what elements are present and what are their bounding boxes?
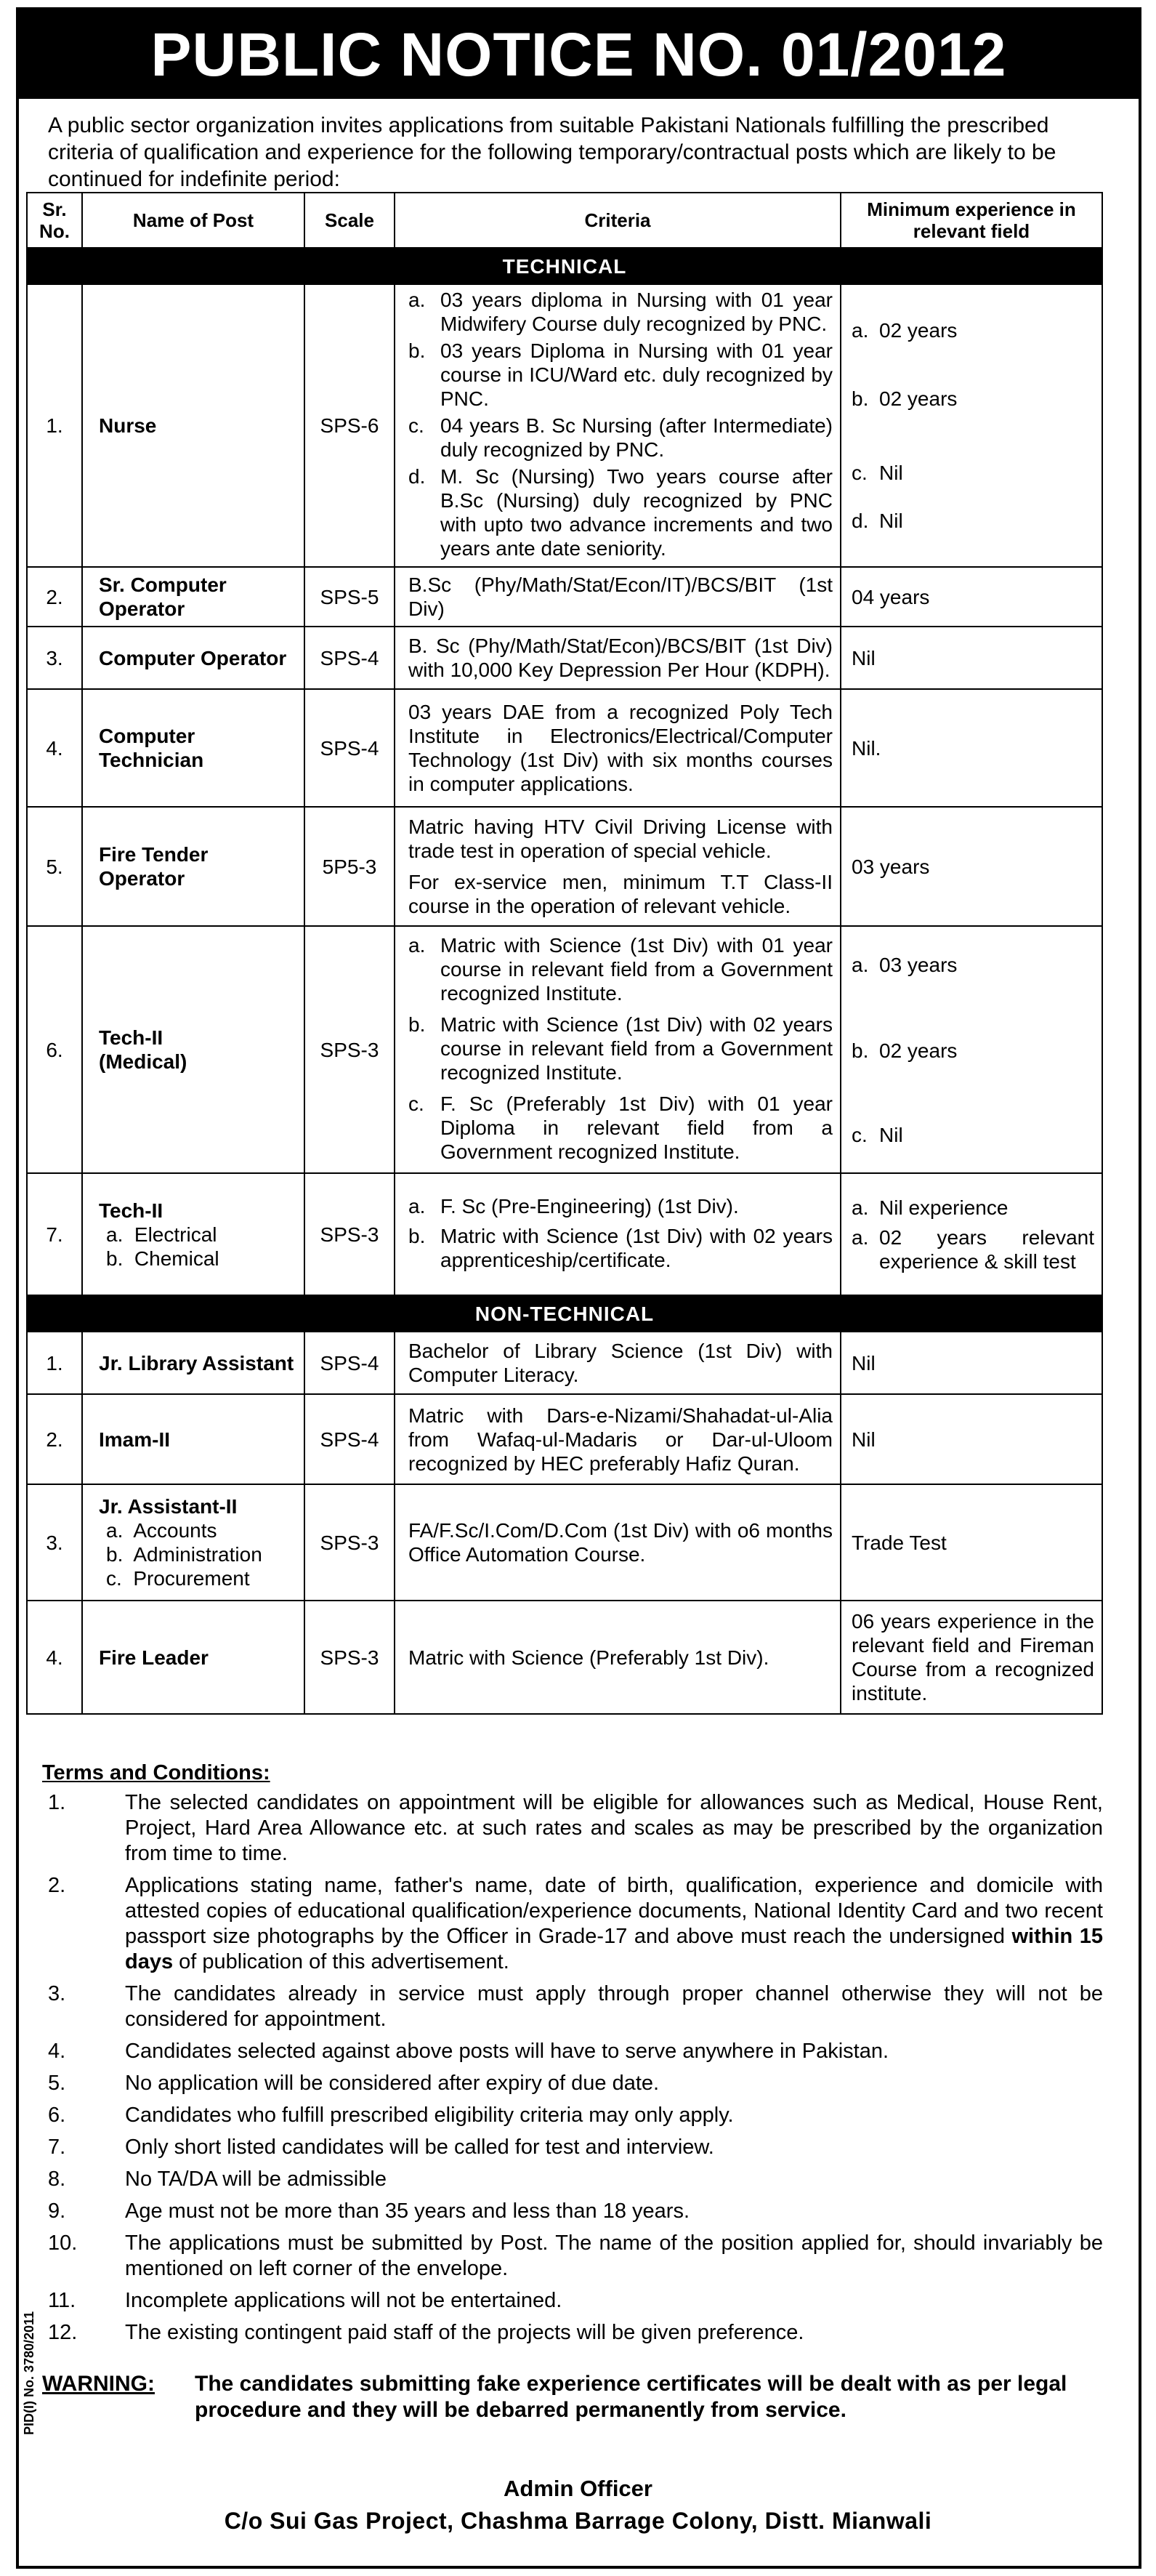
- list-item: 11. Incomplete applications will not be entertained.: [48, 2289, 562, 2312]
- row-criteria: [395, 1173, 841, 1295]
- row-sr: 7.: [27, 1173, 82, 1295]
- experience-item: a. 02 years relevant experience & skill test: [852, 1225, 1094, 1273]
- section-title: TECHNICAL: [27, 248, 1102, 284]
- row-post-name: Imam-II: [82, 1394, 304, 1484]
- row-scale: 5P5-3: [304, 807, 395, 926]
- row-criteria: Matric with Science (Preferably 1st Div).: [395, 1601, 841, 1714]
- criteria-item: a. F. Sc (Pre-Engineering) (1st Div).: [408, 1194, 739, 1217]
- row-sr: 4.: [27, 689, 82, 807]
- row-sr: 3.: [27, 1484, 82, 1601]
- table-row: [27, 1394, 1102, 1484]
- row-scale: SPS-6: [304, 284, 395, 567]
- notice-title: PUBLIC NOTICE NO. 01/2012: [19, 10, 1139, 99]
- list-item: 2. Applications stating name, father's name, date of birth, qualification, experience and domicile with attested copies of educational qualification/experience documents, National Identity Card and two recent passport size photographs by the Officer in Grade-17 and above must reach the undersigned within 15 days of publication of this advertisement.: [48, 1874, 1104, 1973]
- row-criteria: FA/F.Sc/I.Com/D.Com (1st Div) with o6 months Office Automation Course.: [395, 1484, 841, 1601]
- row-experience: Trade Test: [841, 1484, 1102, 1601]
- row-sr: 1.: [27, 284, 82, 567]
- row-experience: 04 years: [841, 567, 1102, 627]
- row-scale: SPS-5: [304, 567, 395, 627]
- list-item: 5. No application will be considered after expiry of due date.: [48, 2072, 660, 2095]
- row-post-name: Computer Operator: [82, 627, 304, 689]
- criteria-item: c. 04 years B. Sc Nursing (after Intermediate) duly recognized by PNC.: [408, 414, 833, 461]
- list-item: 12. The existing contingent paid staff of the projects will be given preference.: [48, 2321, 804, 2344]
- row-experience: [841, 926, 1102, 1173]
- table-row: [27, 627, 1102, 689]
- row-scale: SPS-3: [304, 1173, 395, 1295]
- experience-item: d. Nil: [852, 510, 903, 532]
- row-scale: SPS-4: [304, 1332, 395, 1394]
- table-row: [27, 1484, 1102, 1601]
- footer-officer: Admin Officer: [504, 2476, 652, 2501]
- table-row: [27, 1332, 1102, 1394]
- row-criteria: Matric with Dars-e-Nizami/Shahadat-ul-Alia from Wafaq-ul-Madaris or Dar-ul-Uloom recognized by HEC preferably Hafiz Quran.: [395, 1394, 841, 1484]
- criteria-item: a. Matric with Science (1st Div) with 01 year course in relevant field from a Government recognized Institute.: [408, 933, 833, 1005]
- header-name: Name of Post: [82, 193, 304, 248]
- criteria-item: a. 03 years diploma in Nursing with 01 year Midwifery Course duly recognized by PNC.: [408, 289, 833, 335]
- experience-item: a. Nil experience: [852, 1196, 1009, 1219]
- row-experience: Nil.: [841, 689, 1102, 807]
- row-experience: Nil: [841, 627, 1102, 689]
- header-experience: Minimum experience in relevant field: [841, 193, 1102, 248]
- row-criteria: [395, 926, 841, 1173]
- row-experience: [841, 284, 1102, 567]
- header-scale: Scale: [304, 193, 395, 248]
- row-scale: SPS-4: [304, 1394, 395, 1484]
- table-row: [27, 1601, 1102, 1714]
- row-experience: Nil: [841, 1394, 1102, 1484]
- table-row: [27, 926, 1102, 1173]
- row-scale: SPS-4: [304, 689, 395, 807]
- row-post-name: Nurse: [82, 284, 304, 567]
- row-scale: SPS-3: [304, 926, 395, 1173]
- intro-paragraph: A public sector organization invites applications from suitable Pakistani Nationals fulfilling the prescribed criteria of qualification and experience for the following temporary/contractual posts which are likely to be continued for indefinite period:: [48, 113, 1056, 191]
- row-scale: SPS-3: [304, 1601, 395, 1714]
- row-experience: [841, 1173, 1102, 1295]
- row-post-name: Computer Technician: [82, 689, 304, 807]
- row-criteria: B. Sc (Phy/Math/Stat/Econ)/BCS/BIT (1st Div) with 10,000 Key Depression Per Hour (KDPH).: [395, 627, 841, 689]
- row-post-name: Tech-II (Medical): [82, 926, 304, 1173]
- table-row: [27, 284, 1102, 567]
- warning-text: The candidates submitting fake experience certificates will be dealt with as per legal procedure and they will be debarred permanently from service.: [195, 2372, 1067, 2422]
- table-row: [27, 1173, 1102, 1295]
- row-sr: 5.: [27, 807, 82, 926]
- row-sr: 1.: [27, 1332, 82, 1394]
- criteria-item: b. Matric with Science (1st Div) with 02 years course in relevant field from a Government recognized Institute.: [408, 1013, 833, 1084]
- criteria-item: b. Matric with Science (1st Div) with 02 years apprenticeship/certificate.: [408, 1224, 833, 1271]
- row-post-name: Jr. Assistant-II a. Accounts b. Administration c. Procurement: [82, 1484, 304, 1601]
- list-item: 3. The candidates already in service must apply through proper channel otherwise they will not be considered for appointment.: [48, 1982, 1103, 2031]
- header-sr: Sr. No.: [27, 193, 82, 248]
- criteria-item: d. M. Sc (Nursing) Two years course after B.Sc (Nursing) duly recognized by PNC with upto two advance increments and two years ante date seniority.: [408, 465, 833, 560]
- experience-item: b. 02 years: [852, 387, 958, 410]
- experience-item: b. 02 years: [852, 1039, 958, 1062]
- list-item: 9. Age must not be more than 35 years and less than 18 years.: [48, 2199, 690, 2223]
- row-sr: 2.: [27, 1394, 82, 1484]
- table-row: [27, 689, 1102, 807]
- table-row: [27, 567, 1102, 627]
- list-item: 10. The applications must be submitted by Post. The name of the position applied for, should invariably be mentioned on left corner of the envelope.: [48, 2231, 1103, 2280]
- row-criteria: [395, 807, 841, 926]
- terms-heading: Terms and Conditions:: [42, 1761, 270, 1784]
- criteria-paragraph: For ex-service men, minimum T.T Class-II course in the operation of relevant vehicle.: [408, 871, 833, 917]
- row-criteria: Bachelor of Library Science (1st Div) with Computer Literacy.: [395, 1332, 841, 1394]
- section-non-technical: [27, 1295, 1102, 1332]
- row-criteria: B.Sc (Phy/Math/Stat/Econ/IT)/BCS/BIT (1st Div): [395, 567, 841, 627]
- table-row: [27, 807, 1102, 926]
- row-post-name: Fire Leader: [82, 1601, 304, 1714]
- posts-table: [26, 192, 1103, 1715]
- experience-item: c. Nil: [852, 1123, 903, 1146]
- row-scale: SPS-4: [304, 627, 395, 689]
- pid-number: PID(I) No. 3780/2011: [22, 2311, 36, 2435]
- list-item: 1. The selected candidates on appointment will be eligible for allowances such as Medical, House Rent, Project, Hard Area Allowance etc. at such rates and scales as may be prescribed by the organization from time to time.: [48, 1791, 1103, 1865]
- row-criteria: 03 years DAE from a recognized Poly Tech Institute in Electronics/Electrical/Computer Technology (1st Div) with six months courses in computer applications.: [395, 689, 841, 807]
- row-sr: 4.: [27, 1601, 82, 1714]
- row-post-name: Sr. Computer Operator: [82, 567, 304, 627]
- terms-and-conditions: [42, 1760, 1103, 2352]
- criteria-item: b. 03 years Diploma in Nursing with 01 year course in ICU/Ward etc. duly recognized by PNC.: [408, 339, 833, 410]
- row-sr: 2.: [27, 567, 82, 627]
- criteria-paragraph: Matric having HTV Civil Driving License with trade test in operation of special vehicle.: [408, 816, 833, 862]
- header-criteria: Criteria: [395, 193, 841, 248]
- row-experience: Nil: [841, 1332, 1102, 1394]
- experience-item: a. 03 years: [852, 953, 958, 976]
- section-title: NON-TECHNICAL: [27, 1295, 1102, 1332]
- footer: [0, 2473, 1156, 2537]
- table-header-row: [27, 193, 1102, 248]
- warning-label: WARNING:: [42, 2372, 155, 2396]
- experience-item: c. Nil: [852, 462, 903, 484]
- warning-block: [42, 2371, 1103, 2423]
- row-post-name: Jr. Library Assistant: [82, 1332, 304, 1394]
- experience-item: a. 02 years: [852, 319, 958, 342]
- row-sr: 3.: [27, 627, 82, 689]
- row-experience: 03 years: [841, 807, 1102, 926]
- section-technical: [27, 248, 1102, 284]
- row-scale: SPS-3: [304, 1484, 395, 1601]
- row-sr: 6.: [27, 926, 82, 1173]
- list-item: 7. Only short listed candidates will be called for test and interview.: [48, 2136, 714, 2159]
- row-post-name: Tech-II a. Electrical b. Chemical: [82, 1173, 304, 1295]
- list-item: 4. Candidates selected against above posts will have to serve anywhere in Pakistan.: [48, 2040, 889, 2063]
- row-criteria: [395, 284, 841, 567]
- row-experience: 06 years experience in the relevant field and Fireman Course from a recognized institute.: [841, 1601, 1102, 1714]
- list-item: 6. Candidates who fulfill prescribed eligibility criteria may only apply.: [48, 2104, 734, 2127]
- criteria-item: c. F. Sc (Preferably 1st Div) with 01 year Diploma in relevant field from a Government recognized Institute.: [408, 1092, 833, 1163]
- list-item: 8. No TA/DA will be admissible: [48, 2168, 387, 2191]
- row-post-name: Fire Tender Operator: [82, 807, 304, 926]
- footer-address: C/o Sui Gas Project, Chashma Barrage Colony, Distt. Mianwali: [224, 2508, 932, 2534]
